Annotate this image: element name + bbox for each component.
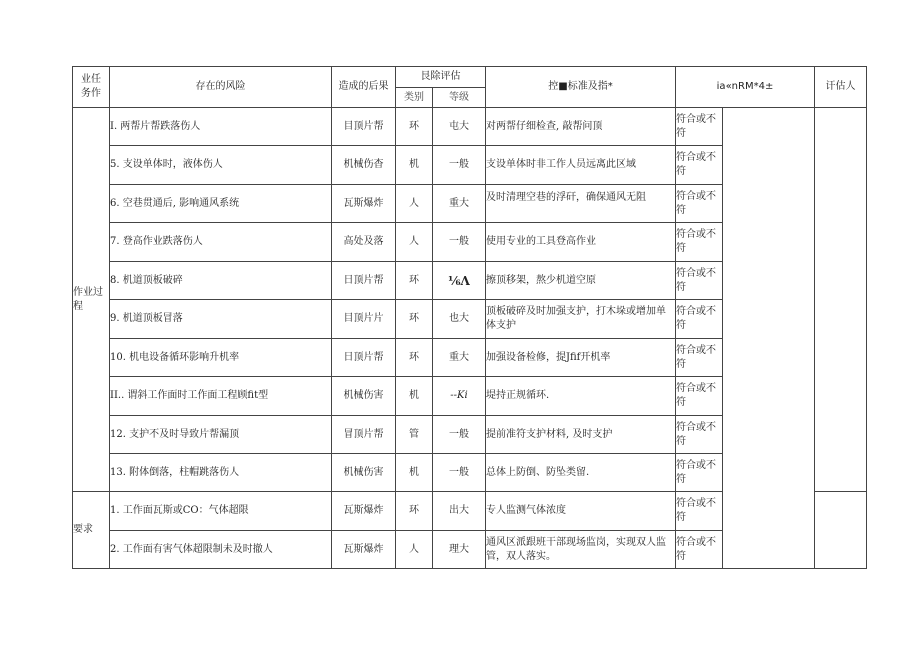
level-cell: 一般 [433, 454, 486, 492]
level-cell: 屯大 [433, 108, 486, 146]
level-cell: 重大 [433, 339, 486, 377]
consequence-cell: 瓦斯爆炸 [332, 492, 396, 531]
measure-cell: 总体上防倒、防坠类留. [486, 454, 676, 492]
measure-cell: 使用专业的工具登高作业 [486, 223, 676, 262]
category-label [73, 108, 110, 492]
type-cell: 环 [396, 300, 433, 339]
level-cell: 也大 [433, 300, 486, 339]
eval-cell: 符合或不符 [676, 377, 723, 416]
risk-cell: 8. 机道顶板破碎 [110, 262, 332, 300]
risk-assessment-table [72, 66, 867, 569]
header-task-label: 业任务作 [81, 74, 101, 99]
header-type: 类别 [396, 88, 433, 108]
type-cell: 人 [396, 531, 433, 569]
measure-cell: 加强设备检修，提Jfif开机率 [486, 339, 676, 377]
type-cell: 机 [396, 454, 433, 492]
risk-cell: 7. 登高作业跌落伤人 [110, 223, 332, 262]
risk-cell: I. 两帮片帮跌落伤人 [110, 108, 332, 146]
header-control: 控■标准及指* [486, 67, 676, 108]
consequence-cell: 瓦斯爆炸 [332, 185, 396, 223]
consequence-cell: 冒顶片帮 [332, 416, 396, 454]
consequence-cell: 机械伤害 [332, 377, 396, 416]
measure-cell: 专人监测气体浓度 [486, 492, 676, 531]
type-cell: 环 [396, 492, 433, 531]
category-text: 作业过程 [73, 286, 103, 312]
eval-cell: 符合或不符 [676, 531, 723, 569]
risk-cell: 1. 工作面瓦斯或CO：气体超限 [110, 492, 332, 531]
header-task [73, 67, 110, 108]
header-assessor: 讦估人 [815, 67, 867, 108]
level-cell: 一般 [433, 146, 486, 185]
consequence-cell: 日顶片帮 [332, 262, 396, 300]
level-cell: 出大 [433, 492, 486, 531]
risk-cell: II.. 谓斜工作面时工作面工程顾fit型 [110, 377, 332, 416]
eval-cell: 符合或不符 [676, 416, 723, 454]
type-cell: 管 [396, 416, 433, 454]
header-implementation: ia«nRM*4± [676, 67, 815, 108]
level-cell: --Ki [433, 377, 486, 416]
assessor-cell [815, 492, 867, 569]
consequence-cell: 目顶片帮 [332, 108, 396, 146]
category-label: 要求 [73, 492, 110, 569]
consequence-cell: 高处及落 [332, 223, 396, 262]
table-right-frame [72, 568, 865, 569]
measure-cell: 对两帮仔细检查, 敲帮问顶 [486, 108, 676, 146]
table-row [73, 108, 867, 146]
risk-cell: 2. 工作面有害气体超限制未及时撤人 [110, 531, 332, 569]
measure-cell [486, 531, 676, 569]
eval-cell: 符合或不符 [676, 108, 723, 146]
level-cell: ⅙Λ [433, 262, 486, 300]
type-cell: 环 [396, 262, 433, 300]
measure-cell: 擦顶移架，熬少机道空原 [486, 262, 676, 300]
measure-text: 顶板破碎及时加强支护，打木垛或增加单体支护 [486, 306, 666, 331]
header-consequence: 造成的后果 [332, 67, 396, 108]
header-assessment: 艮除评估 [396, 67, 486, 88]
risk-cell: 10. 机电设备循环影响升机率 [110, 339, 332, 377]
measure-cell: 堤持正规循环. [486, 377, 676, 416]
consequence-cell: 目顶片片 [332, 300, 396, 339]
type-cell: 机 [396, 146, 433, 185]
type-cell: 人 [396, 223, 433, 262]
measure-cell [486, 300, 676, 339]
risk-cell: 12. 支护不及时导致片帮漏顶 [110, 416, 332, 454]
level-cell: 一般 [433, 223, 486, 262]
level-cell: 一般 [433, 416, 486, 454]
measure-cell: 提前准符支护材料, 及时支护 [486, 416, 676, 454]
eval-cell: 符合或不符 [676, 223, 723, 262]
type-cell: 环 [396, 339, 433, 377]
eval-cell: 符合或不符 [676, 454, 723, 492]
type-cell: 机 [396, 377, 433, 416]
type-cell: 人 [396, 185, 433, 223]
eval-cell: 符合或不符 [676, 262, 723, 300]
measure-cell: 支设单体时非工作人员远离此区域 [486, 146, 676, 185]
consequence-cell: 机械伤害 [332, 454, 396, 492]
risk-cell: 5. 支设单体时，液体伤人 [110, 146, 332, 185]
level-cell: 重大 [433, 185, 486, 223]
level-cell: 理大 [433, 531, 486, 569]
eval-cell: 符合或不符 [676, 339, 723, 377]
consequence-cell: 日顶片帮 [332, 339, 396, 377]
consequence-cell: 瓦斯爆炸 [332, 531, 396, 569]
risk-cell: 13. 附体倒落，柱帽跳落伤人 [110, 454, 332, 492]
risk-cell: 6. 空巷贯通后, 影响通风系统 [110, 185, 332, 223]
header-level: 等级 [433, 88, 486, 108]
eval-cell: 符合或不符 [676, 146, 723, 185]
type-cell: 环 [396, 108, 433, 146]
measure-cell: 及时清理空巷的浮矸，确保通风无阻 [486, 185, 676, 223]
implementation-blank [723, 108, 815, 569]
assessor-cell [815, 108, 867, 492]
eval-cell: 符合或不符 [676, 300, 723, 339]
eval-cell: 符合或不符 [676, 185, 723, 223]
measure-text: 通风区派跟班干部现场监岗，实现双人监管，双人落实。 [486, 536, 666, 562]
eval-cell: 符合或不符 [676, 492, 723, 531]
risk-cell: 9. 机道顶板冒落 [110, 300, 332, 339]
header-risk: 存在的风险 [110, 67, 332, 108]
header-row [73, 67, 867, 88]
consequence-cell: 机械伤杳 [332, 146, 396, 185]
